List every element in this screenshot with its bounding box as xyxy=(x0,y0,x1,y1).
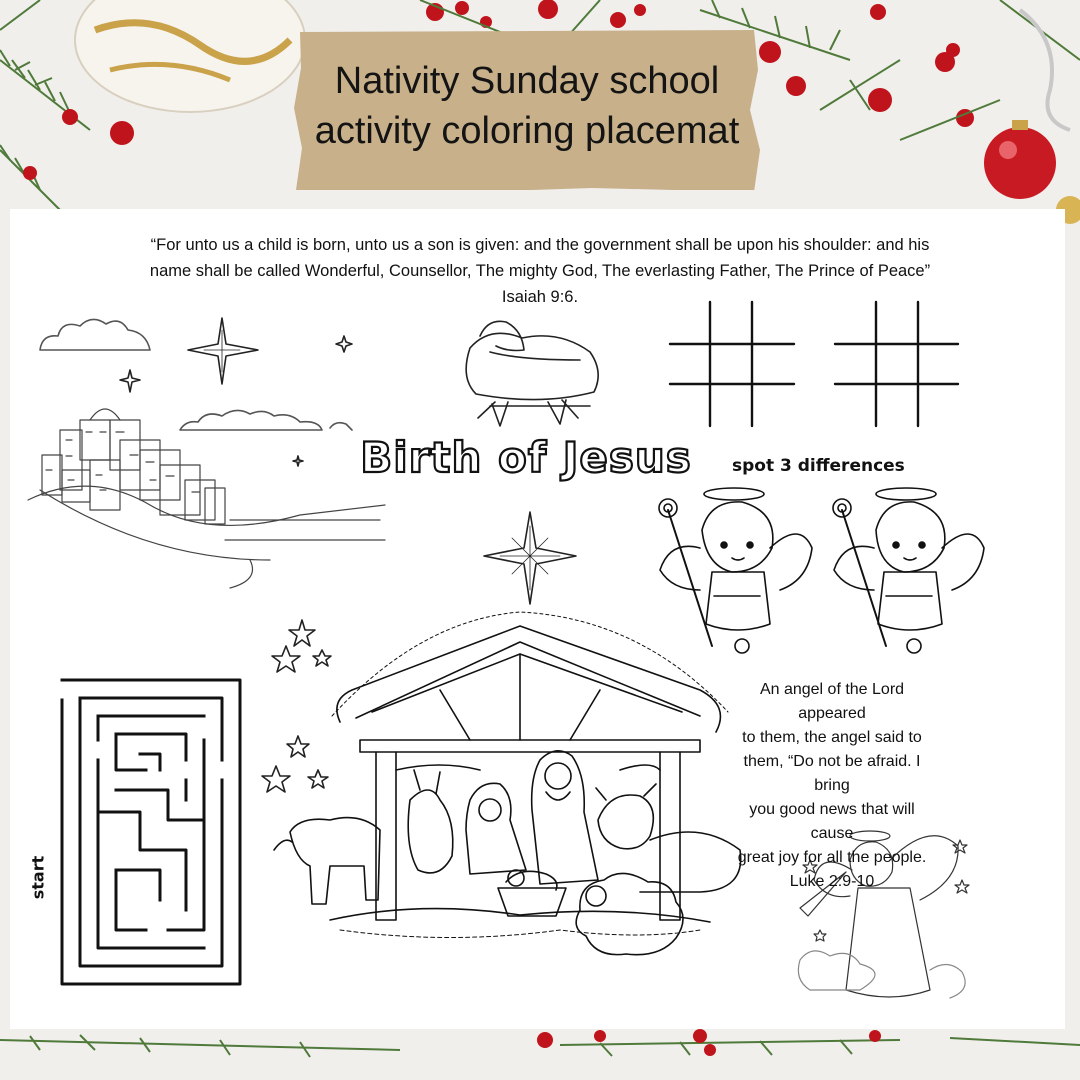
title-line-2: activity coloring placemat xyxy=(314,110,740,152)
angel-verse-line-5: great joy for all the people. xyxy=(737,849,927,866)
angel-verse-line-4: you good news that will cause xyxy=(749,801,915,842)
angel-verse-line-2: to them, the angel said to xyxy=(742,729,922,746)
verse-line-1: “For unto us a child is born, unto us a son is given: and the government shall be upon his shoulder: and his xyxy=(150,236,930,254)
sheep-icon xyxy=(576,873,683,954)
star-icon xyxy=(120,318,352,466)
title-line-1: Nativity Sunday school xyxy=(334,60,720,102)
tic-tac-toe-grid-1 xyxy=(670,302,794,426)
maze-start-label: start xyxy=(28,855,48,900)
angel-icon xyxy=(833,488,984,653)
baby-jesus-icon xyxy=(498,870,566,916)
cloud-icon xyxy=(40,319,352,430)
tic-tac-toe-grid-2 xyxy=(835,302,958,426)
joseph-icon xyxy=(532,751,598,884)
city-icon xyxy=(28,409,385,588)
ox-icon xyxy=(596,784,741,892)
heading-text: Birth of Jesus xyxy=(360,433,692,482)
angel-icon xyxy=(659,488,812,653)
nativity-star-icon xyxy=(484,512,576,604)
spot-differences-label: spot 3 differences xyxy=(732,456,905,476)
manger-icon xyxy=(466,321,598,426)
angel-verse-line-3: them, “Do not be afraid. I bring xyxy=(743,753,921,794)
angel-verse-line-1: An angel of the Lord appeared xyxy=(759,681,905,722)
maze xyxy=(62,680,240,984)
verse-line-2: name shall be called Wonderful, Counsellor, The mighty God, The everlasting Father, The Prince of Peace” xyxy=(149,262,931,280)
donkey-icon xyxy=(274,770,453,904)
verse-reference: Isaiah 9:6. xyxy=(501,288,579,306)
angel-verse-reference: Luke 2:9-10 xyxy=(789,873,875,890)
mary-icon xyxy=(466,783,526,874)
star-icon xyxy=(262,620,331,792)
birth-of-jesus-heading xyxy=(356,426,696,486)
luke-verse xyxy=(732,678,932,894)
